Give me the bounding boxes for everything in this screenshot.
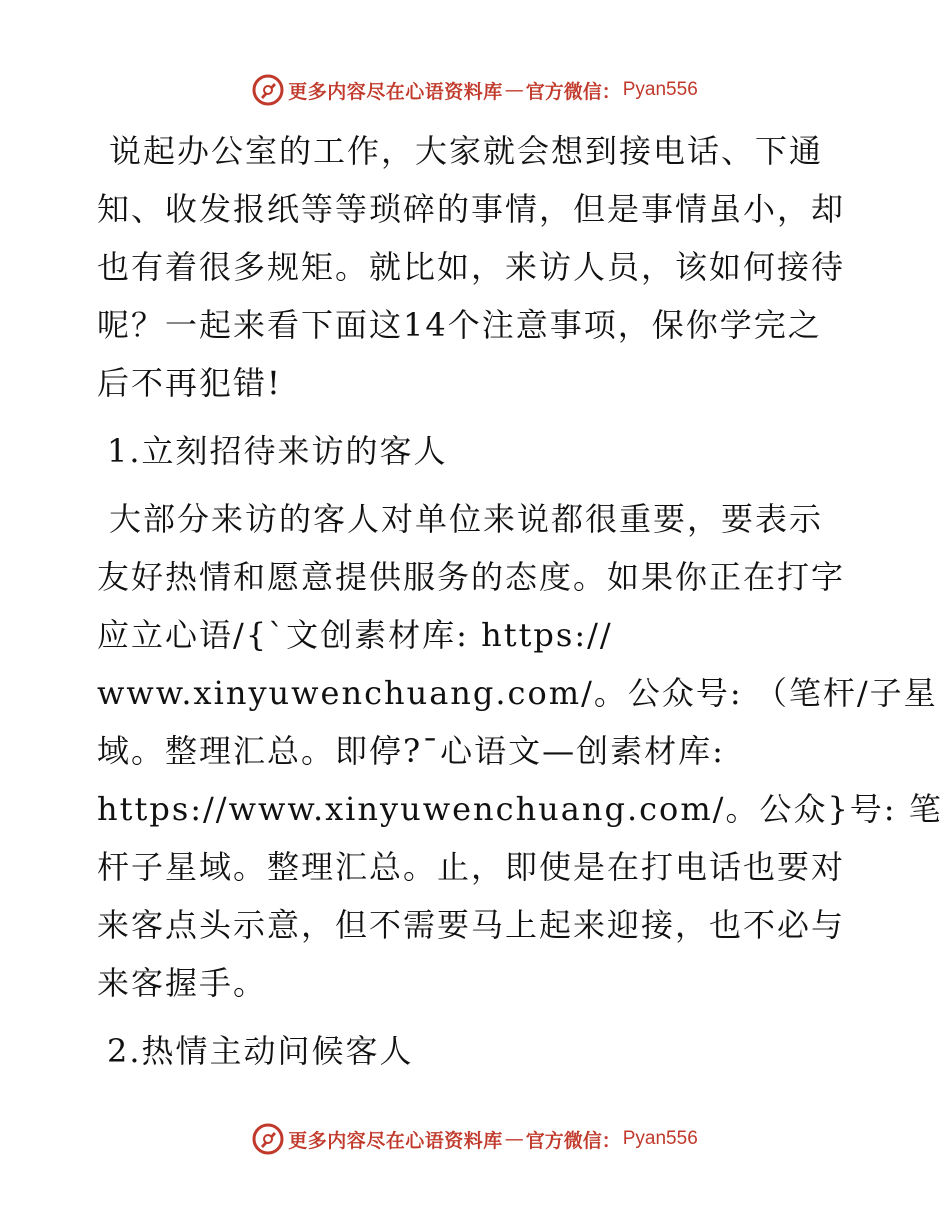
document-body: [97, 122, 943, 1080]
header-banner: [0, 70, 950, 110]
text-line: 后不再犯错!: [97, 364, 282, 402]
banner-wechat-id: Pyan556: [622, 79, 698, 100]
banner-text: 更多内容尽在心语资料库: [288, 1129, 503, 1152]
section-heading-1: [97, 422, 857, 480]
footer-banner: [0, 1119, 950, 1159]
quill-logo-icon: [252, 1123, 284, 1155]
text-line: 说起办公室的工作，大家就会想到接电话、下通: [109, 132, 824, 170]
text-line: 杆子星域。整理汇总。止，即使是在打电话也要对: [97, 848, 846, 886]
heading-text: 1.立刻招待来访的客人: [107, 432, 448, 470]
quill-logo-icon: [252, 74, 284, 106]
text-line: 友好热情和愿意提供服务的态度。如果你正在打字: [97, 558, 846, 596]
text-line: 来客握手。: [97, 964, 268, 1002]
text-line: www.xinyuwenchuang.com/。公众号: （笔杆/子星: [97, 674, 938, 712]
text-line: 大部分来访的客人对单位来说都很重要，要表示: [109, 500, 824, 538]
banner-wechat-id: Pyan556: [622, 1128, 698, 1149]
paragraph-intro: [97, 122, 857, 412]
section-heading-2: [97, 1022, 857, 1080]
text-line: 也有着很多规矩。就比如，来访人员，该如何接待: [97, 248, 846, 286]
text-line: 来客点头示意，但不需要马上起来迎接，也不必与: [97, 906, 846, 944]
text-line: 呢？一起来看下面这14个注意事项，保你学完之: [97, 306, 822, 344]
banner-separator: —: [504, 79, 524, 101]
text-line: https://www.xinyuwenchuang.com/。公众}号: 笔: [97, 790, 943, 828]
banner-wechat-label: 官方微信：: [525, 1129, 621, 1152]
text-line: 应立心语/{`文创素材库: https://: [97, 616, 613, 654]
text-line: 域。整理汇总。即停?¯心语文—创素材库:: [97, 732, 725, 770]
banner-text: 更多内容尽在心语资料库: [288, 80, 503, 103]
paragraph-section-1: [97, 490, 943, 1012]
banner-wechat-label: 官方微信：: [525, 80, 621, 103]
heading-text: 2.热情主动问候客人: [107, 1032, 414, 1070]
text-line: 知、收发报纸等等琐碎的事情，但是事情虽小，却: [97, 190, 846, 228]
banner-separator: —: [504, 1128, 524, 1150]
